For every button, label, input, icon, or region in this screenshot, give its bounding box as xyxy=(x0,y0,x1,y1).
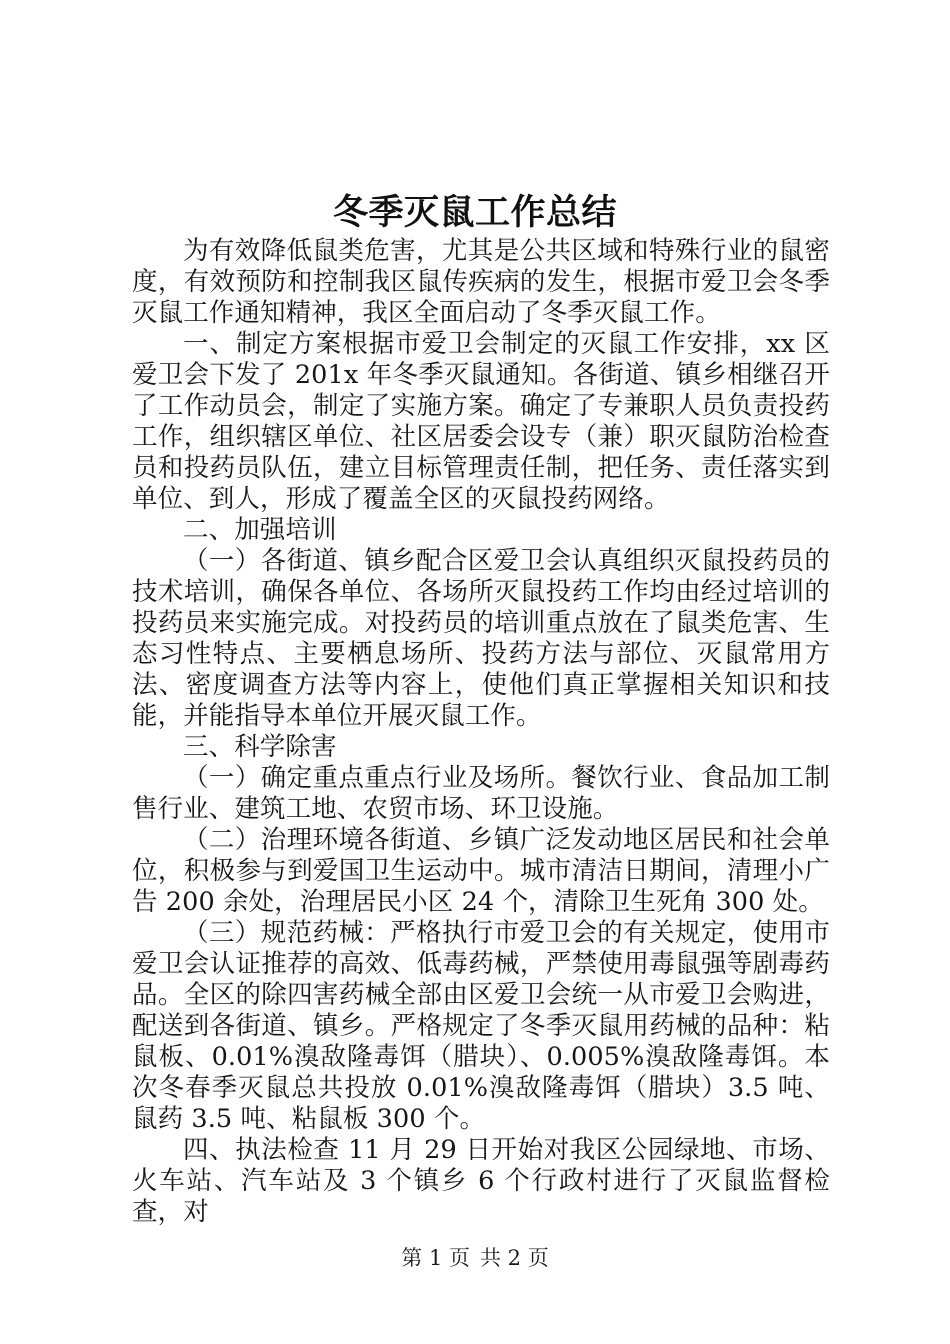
paragraph-section-one-plan: 一、制定方案根据市爱卫会制定的灭鼠工作安排，xx 区爱卫会下发了 201x 年冬季灭鼠通知。各街道、镇乡相继召开了工作动员会，制定了实施方案。确定了专兼职人员负责投药工作，组织辖区单位、社区居委会设专（兼）职灭鼠防治检查员和投药员队伍，建立目标管理责任制，把任务、责任落实到单位、到人，形成了覆盖全区的灭鼠投药网络。 xyxy=(132,329,830,514)
page-title: 冬季灭鼠工作总结 xyxy=(332,193,617,234)
paragraph-section-three-heading: 三、科学除害 xyxy=(183,732,337,762)
paragraph-section-three-item-one: （一）确定重点重点行业及场所。餐饮行业、食品加工制售行业、建筑工地、农贸市场、环卫设施。 xyxy=(132,763,830,824)
paragraph-section-three-item-two: （二）治理环境各街道、乡镇广泛发动地区居民和社会单位，积极参与到爱国卫生运动中。城市清洁日期间，清理小广告 200 余处，治理居民小区 24 个，清除卫生死角 300 处。 xyxy=(132,825,830,917)
paragraph-section-two-heading: 二、加强培训 xyxy=(183,515,337,545)
footer-total-pages: 共 2 页 xyxy=(480,1246,549,1270)
paragraph-section-two-item-one: （一）各街道、镇乡配合区爱卫会认真组织灭鼠投药员的技术培训，确保各单位、各场所灭鼠投药工作均由经过培训的投药员来实施完成。对投药员的培训重点放在了鼠类危害、生态习性特点、主要栖息场所、投药方法与部位、灭鼠常用方法、密度调查方法等内容上，使他们真正掌握相关知识和技能，并能指导本单位开展灭鼠工作。 xyxy=(132,546,830,731)
paragraph-section-three-item-three: （三）规范药械：严格执行市爱卫会的有关规定，使用市爱卫会认证推荐的高效、低毒药械，严禁使用毒鼠强等剧毒药品。全区的除四害药械全部由区爱卫会统一从市爱卫会购进，配送到各街道、镇乡。严格规定了冬季灭鼠用药械的品种：粘鼠板、0.01%溴敌隆毒饵（腊块）、0.005%溴敌隆毒饵。本次冬春季灭鼠总共投放 0.01%溴敌隆毒饵（腊块）3.5 吨、鼠药 3.5 吨、粘鼠板 300 个。 xyxy=(132,918,830,1134)
paragraph-section-four-enforcement: 四、执法检查 11 月 29 日开始对我区公园绿地、市场、火车站、汽车站及 3 个镇乡 6 个行政村进行了灭鼠监督检查，对 xyxy=(132,1135,830,1227)
paragraph-intro: 为有效降低鼠类危害，尤其是公共区域和特殊行业的鼠密度，有效预防和控制我区鼠传疾病的发生，根据市爱卫会冬季灭鼠工作通知精神，我区全面启动了冬季灭鼠工作。 xyxy=(132,236,830,328)
page-footer xyxy=(0,1244,950,1272)
footer-current-page: 第 1 页 xyxy=(401,1246,470,1270)
document-body xyxy=(132,236,830,1228)
